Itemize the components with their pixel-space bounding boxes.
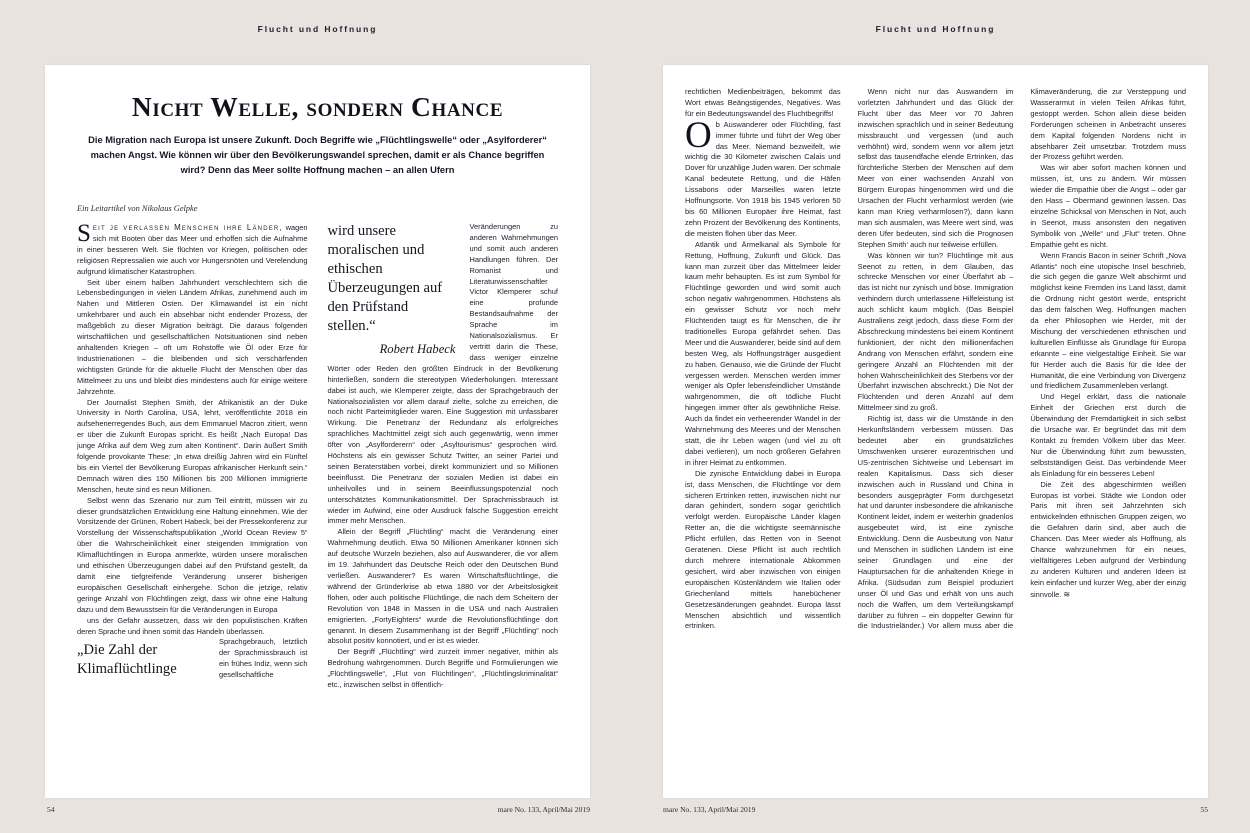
paragraph-final xyxy=(1030,480,1186,601)
page-title: Nicht Welle, sondern Chance xyxy=(131,91,504,122)
running-head-left: Flucht und Hoffnung xyxy=(257,24,378,34)
left-body-columns xyxy=(77,222,558,691)
end-mark-icon: ≋ xyxy=(1063,589,1071,599)
paragraph-text: wagen sich mit Booten über das Meer und erhoffen sich die Aufnahme in einer besseren Welt. Sie flüchten vor Kriegen, politischen oder religiösen Repressalien wie auch vor Hungersnöten und Verelendung aufgrund klimatischer Katastrophen. xyxy=(77,223,308,276)
standfirst: Die Migration nach Europa ist unsere Zukunft. Doch Begriffe wie „Flüchtlingswelle“ oder „Asylforderer“ machen Angst. Wie können wir über den Bevölkerungswandel sprechen, damit er als Chance begriffen wird? Denn das Meer sollte Hoffnung machen – an allen Ufern xyxy=(88,134,547,175)
page-number-right: 55 xyxy=(1200,805,1208,814)
paragraph xyxy=(77,222,308,278)
page-number-left: 54 xyxy=(47,805,55,814)
initial-cap: S xyxy=(77,220,91,248)
page-left xyxy=(45,65,590,798)
running-head-right: Flucht und Hoffnung xyxy=(875,24,996,34)
page-right xyxy=(663,65,1208,798)
opening-smallcaps: eit je verlassen Menschen ihre Länder, xyxy=(92,223,283,233)
paragraph-with-dropcap xyxy=(685,114,841,240)
issue-credit-left: mare No. 133, April/Mai 2019 xyxy=(497,805,590,814)
paragraph-text: Die Zeit des abgeschirmten weißen Europas ist vorbei. Städte wie London oder Paris mit ihren seit Jahrzehnten sich entwickelnden ethnischen Gruppen zeigen, wo die Gefahren darin sind, aber auch die Chancen. Das Meer wieder als Hoffnung, als Chance wahrzunehmen für ein neues, vielfältigeres Leben aufgrund der Verbindung zu anderen Kulturen und anderen Ideen ist kein einfacher und kurzer Weg, aber der einzig sinnvolle. xyxy=(1030,479,1186,599)
pull-quote-text: „Die Zahl der Klimaflüchtlinge wird unsere moralischen und ethischen Überzeugungen auf den Prüfstand stellen.“ xyxy=(77,223,443,678)
paragraph-text: b Auswanderer oder Flüchtling, fast immer führte und führt der Weg über das Meer. Niemand bezweifelt, wie wichtig die 30 Kilometer zwischen Calais und Dover für unzählige Juden waren. Der schmale Kanal bedeutete Rettung, und die Häfen Lissabons oder Marseilles waren letzte Hoffnungsorte. Von 1918 bis 1945 verloren 50 bis 60 Millionen Europäer ihre Heimat, fast zehn Prozent der Bevölkerung des Kontinents, die meisten flohen über das Meer. xyxy=(685,119,841,238)
drop-cap: O xyxy=(685,114,712,156)
paragraph: Die zynische Entwicklung dabei in Europa ist, dass Menschen, die Flüchtlinge vor dem sicheren Ertrinken retten, inzwischen nicht nur daran gehindert, sondern sogar gerichtlich verfolgt werden. Europäische Länder klagen Retter an, die die wichtigste seemännische Pflicht erfüllen, das Retten von in Seenot Geratenen. Diese Pflicht ist auch rechtlich durch mehrere internationale Abkommen gesichert, wird aber inzwischen von einigen europäischen Küstenländern wie Italien oder Griechenland mittels hanebüchener Gesetzesänderungen geahndet. Europa lässt Menschen absichtlich und wissentlich ertrinken. xyxy=(685,468,841,631)
byline: Ein Leitartikel von Nikolaus Gelpke xyxy=(77,204,198,214)
paragraph: rechtlichen Medienbeiträgen, bekommt das Wort etwas Beängstigendes, Negatives. Was für ein Bedeutungswandel des Fluchtbegriffs! xyxy=(685,87,841,118)
paragraph: Atlantik und Ärmelkanal als Symbole für Rettung, Hoffnung, Zukunft und Glück. Das kann man zurzeit über das Mittelmeer leider kaum mehr behaupten. Es ist zum Symbol für Flüchtlinge geworden und wird somit auch schon negativ wahrgenommen. Höchstens als ein gewisser Schutz vor noch mehr Flüchtenden taugt es für Menschen, die ihr traditionelles Europa gefährdet sehen. Das Meer und die Auswanderer, beide sind auf dem besten Weg, als Hoffnungsträger ausgedient zu haben. Genauso, wie die Gründe der Flucht vergessen werden. Menschen werden immer weniger als Opfer lebensfeindlicher Umstände wahrgenommen, die oft tödliche Flucht hingegen immer öfter als gewöhnliche Reise. Auch da findet ein verheerender Wandel in der Wahrnehmung des Meeres und der Menschen statt, die ihr Leben wagen (und viel zu oft dabei verlieren), um noch größeren Gefahren in ihrer Heimat zu entkommen. xyxy=(685,239,841,467)
right-body-columns xyxy=(685,87,1186,777)
paragraph: Der Begriff „Flüchtling“ wird zurzeit immer negativer, mithin als Bedrohung wahrgenommen. Durch Begriffe und Formulierungen wie „Flüchtlingswelle“, „Flut von Flüchtlingen“, „Flüchtlingskriminalität“ etc., inzwischen selbst in öffentlich- xyxy=(327,647,558,690)
paragraph-text: Sprachgebrauch, letztlich der Sprachmissbrauch ist ein frühes Indiz, wenn sich gesellschaftliche Veränderungen zu anderen Wahrnehmungen und somit auch anderen Handlungen führen. Der Romanist und Literaturwissenschaftler Victor Klemperer schuf eine profunde Bestandsaufnahme der Sprache im Nationalsozialismus. Er vertritt darin die These, dass weniger einzelne Wörter oder Reden den größten Eindruck in der Bevölkerung hinterließen, sondern die stereotypen Wiederholungen. Interessant dabei ist auch, wie Klemperer zeigte, dass der Sprachgebrauch der Nationalsozialisten vor allem darauf zielte, solche zu erreichen, die noch nicht Parteimitglieder waren. Eine Suggestion mit unfassbarer Wirkung. Die Penetranz der Redundanz als erfolgreiches sprachliches Machtmittel zeigt sich auch gegenwärtig, wenn immer öfter von „Asylforderern“ oder „Asyltourismus“ gesprochen wird. Höchstens als ein gewisser Schutz Twitter, an seiner Partei und seinen Beraterstäben vorbei, direkt kommuniziert und so Millionen beeinflusst. Die Penetranz der sozialen Medien ist dabei ein unheilvolles und in seinem Beeinflussungspotenzial noch unterschätztes Kommunikationsmittel. Der Sprachmissbrauch ist wieder im Aufwind, eine oder Ausdruck falsche Suggestion erreicht immer mehr Menschen. xyxy=(219,222,558,680)
paragraph: Wenn nicht nur das Auswandern im vorletzten Jahrhundert und das Glück der Flucht über das Meer vor 70 Jahren inzwischen sprachlich und in seiner Bedeutung missbraucht und vergessen (und auch verhöhnt) wird, sondern wenn vor allem jetzt selbst das tausendfache elende Ertrinken, das fürchterliche Sterben der Menschen auf dem Meer von einer wachsenden Anzahl von Bürgern Europas hingenommen wird und die Ursachen der Flucht verharmlost werden (wie kann man Krieg verharmlosen?), dann kann man sich ausmalen, was Meere wert sind, was deren Ufer bedeuten, sind sich die Prognosen Stephen Smith‘ auch nur teilweise erfüllen. xyxy=(857,87,1014,249)
paragraph: Selbst wenn das Szenario nur zum Teil eintritt, müssen wir zu dieser grundsätzlichen Entwicklung eine Haltung einnehmen. Wie der Vorsitzende der Grünen, Robert Habeck, bei der Pressekonferenz zur Vorstellung der Wissenschaftspublikation „World Ocean Review 5“ über die Wahrscheinlichkeit einer steigenden Immigration von Klimaflüchtlingen in Europa anmerkte, würden unsere moralischen und ethischen Überzeugungen dabei auf den Prüfstand gestellt, da damit eine tiefgreifende Veränderung unserer bisherigen europäischen Gesellschaft einhergehe. Schon die jetzige, relativ geringe Anzahl von Flüchtlingen zeigt, dass wir ohne eine Haltung dazu und dem Bewusstsein für die Veränderungen in Europa xyxy=(77,495,308,614)
paragraph: Was wir aber sofort machen können und müssen, ist, uns zu ändern. Wir müssen wieder die Empathie über die Angst – oder gar den Hass – Obermand gewinnen lassen. Das einzelne Schicksal von Menschen in Not, auch in Seenot, muss ansonsten den negativen Symbolik von „Welle“ und „Flut“ treten. Ohne Empathie geht es nicht. xyxy=(1030,163,1186,249)
paragraph: Richtig ist, dass wir die Umstände in den Herkunftsländern verbessern müssen. Das bedeutet aber ein grundsätzliches Umschwenken unserer eurozentrischen und US-zentrischen Sichtweise und Lebensart im realen Kapitalismus. Dass sich dieser inzwischen auch in Russland und China in besonders ausgeprägter Form durchgesetzt hat und darunter insbesondere die afrikanische Kontinent leidet, indem er weiterhin gnadenlos ausgebeutet wird, ist eine zynische Entwicklung. Denn die Ausbeutung von Natur und Menschen in südlichen Ländern ist eine seiner Grundlagen und eine der Hauptursachen für die anhaltenden Kriege in Afrika. (Südsudan zum Beispiel produziert unser Öl und Gas und erhält von uns auch noch die Waffen, um dem Verteilungskampf darüber zu führen – ein doppelter Gewinn für die Industrieländer.) Vor allem muss aber die Klimaveränderung, die zur Versteppung und Wasserarmut in vielen Teilen Afrikas führt, gestoppt werden. Schon allein diese beiden Forderungen scheinen in Anbetracht unseres dem Kapital folgenden Nordens nicht in absehbarer Zeit umsetzbar. Trotzdem muss der Prozess geführt werden. xyxy=(857,87,1186,631)
paragraph: Der Journalist Stephen Smith, der Afrikanistik an der Duke University in North Carolina, USA, lehrt, veröffentlichte 2018 ein aufsehenerregendes Buch, aus dem Emmanuel Macron zitiert, wenn er über die Zukunft Europas spricht. Es heißt „Nach Europa! Das junge Afrika auf dem Weg zum alten Kontinent“. Darin äußert Smith folgende provokante These: „In etwa dreißig Jahren wird ein Fünftel bis ein Viertel der Bevölkerung Europas afrikanischer Herkunft sein.“ Demnach wären dies 150 Millionen bis 200 Millionen immigrierte Menschen, heute sind es neun Millionen. xyxy=(77,397,308,494)
paragraph: Wenn Francis Bacon in seiner Schrift „Nova Atlantis“ noch eine utopische Insel beschrieb, die sich gegen die ganze Welt abschirmt und möglichst keine Fremden ins Land lässt, damit die Ordnung nicht gestört werde, entspricht das dem falschen Weg. Hoffnungen machen da eher Philosophen wie Herder, mit der Mischung der verschiedenen ethnischen und kulturellen Einflüsse als Grundlage für Europa erkannte – eine vielgestaltige Einheit. Sie war für Herder auch die Basis für die Idee der Humanität, die eine Verbindung von Divergenz und friedlichem Zusammenleben verlangt. xyxy=(1030,250,1186,391)
issue-credit-right: mare No. 133, April/Mai 2019 xyxy=(663,805,756,814)
paragraph: Allein der Begriff „Flüchtling“ macht die Veränderung einer Wahrnehmung deutlich. Etwa 50 Millionen Amerikaner können sich auf deutsche Wurzeln beziehen, also auf Auswanderer, die vor allem im 19. Jahrhundert das Deutsche Reich oder den Deutschen Bund verließen. Auswanderer? Es waren Wirtschaftsflüchtlinge, die während der Gründerkrise ab etwa 1880 vor der Arbeitslosigkeit flohen, oder auch politische Flüchtlinge, die nach dem Scheitern der Revolution von 1848 in Massen in die USA und nach Australien emigrierten. „FortyEighters“ wurde die Revolutionsflüchtlinge dort genannt. In diesem Zusammenhang ist der Begriff „Flüchtling“ noch absolut positiv konnotiert, und er ist es wieder. xyxy=(327,527,558,646)
pull-quote-attribution: Robert Habeck xyxy=(379,341,456,356)
paragraph: Seit über einem halben Jahrhundert verschlechtern sich die Lebensbedingungen in vielen Ländern Afrikas, zunehmend auch im Nahen und Mittleren Osten. Der Klimawandel ist ein nicht umkehrbarer und auch ein absehbar nicht endender Prozess, der maßgeblich zu dieser Migration beiträgt. Die daraus folgenden wirtschaftlichen und gesellschaftlichen Notsituationen sind neben anhaltenden Kriegen – oft um Rohstoffe wie Öl oder Erze für Industrienationen – die bleibenden und sich verschärfenden wichtigsten Gründe für die aktuelle Flucht der Menschen über das Mittelmeer zu uns und bleibt dies mindestens auch für einige weitere Jahrzehnte. xyxy=(77,277,308,396)
paragraph: Was können wir tun? Flüchtlinge mit aus Seenot zu retten, in dem Glauben, das schrecke Menschen vor einer Überfahrt ab – das ist nicht nur zynisch und böse. Immigration verhindern durch unterlassene Hilfeleistung ist auch schlicht kaum möglich. (Das Beispiel Australiens zeigt jedoch, dass diese Form der Abschreckung mindestens bei einem Kontinent funktioniert, der nicht den millionenfachen Andrang von Menschen erfährt, sondern eine geringere Anzahl an Flüchtenden mit der hohen Wahrscheinlichkeit des Sterbens vor der Überfahrt inzwischen abschreckt.) Die Not der Flüchtenden und deren Anzahl auf dem Mittelmeer sind zu groß. xyxy=(857,250,1014,413)
paragraph: uns der Gefahr aussetzen, dass wir den populistischen Kräften deren Sprache und ihnen somit das Handeln überlassen. xyxy=(77,615,308,636)
left-page-content xyxy=(77,87,558,691)
paragraph: Und Hegel erklärt, dass die nationale Einheit der Griechen erst durch die Überwindung der Fremdartigkeit in sich selbst die Ursache war. Er begründet das mit dem Kontakt zu fremden Völkern über das Meer. Nur die Überwindung führt zum bewussten, selbstständigen Geist. Das verbindende Meer als Einladung für ein besseres Leben! xyxy=(1030,392,1186,478)
